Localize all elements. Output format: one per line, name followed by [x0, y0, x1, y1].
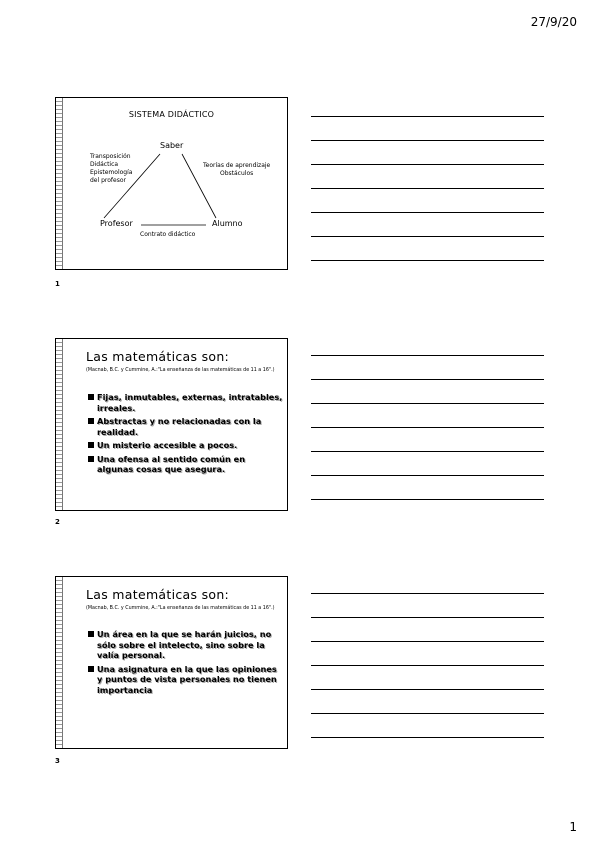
slide-3	[55, 576, 288, 749]
node-profesor: Profesor	[100, 219, 133, 228]
node-saber: Saber	[160, 141, 184, 150]
bullet-square-icon	[88, 442, 94, 448]
slide-number: 3	[55, 757, 60, 765]
slide-decoration-strip	[56, 339, 63, 510]
bottom-note: Contrato didáctico	[140, 231, 196, 238]
bullet-square-icon	[88, 631, 94, 637]
slide-title: SISTEMA DIDÁCTICO	[128, 110, 215, 119]
bullet-list	[88, 629, 283, 698]
page-number: 1	[569, 820, 577, 834]
bullet-square-icon	[88, 418, 94, 424]
bullet-item: Un área en la que se harán juicios, no sólo sobre el intelecto, sino sobre la valía personal.	[88, 629, 283, 661]
bullet-list	[88, 392, 283, 478]
slide-number: 2	[55, 518, 60, 526]
slide-decoration-strip	[56, 577, 63, 748]
bullet-item: Un misterio accesible a pocos.	[88, 440, 283, 451]
slide-2	[55, 338, 288, 511]
bullet-square-icon	[88, 394, 94, 400]
slide-citation: (Macnab, B.C. y Cummine, A.:"La enseñanza de las matemáticas de 11 a 16".)	[86, 606, 275, 611]
bullet-item: Fijas, inmutables, externas, intratables, irreales.	[88, 392, 283, 413]
left-note: Transposición Didáctica Epistemología del profesor	[90, 153, 133, 184]
slide-title: Las matemáticas son:	[86, 587, 230, 602]
slide-title: Las matemáticas son:	[86, 349, 230, 364]
date-header: 27/9/20	[530, 15, 577, 29]
bullet-square-icon	[88, 666, 94, 672]
slide-1	[55, 97, 288, 270]
slide-citation: (Macnab, B.C. y Cummine, A.:"La enseñanza de las matemáticas de 11 a 16".)	[86, 368, 275, 373]
right-note: Teorías de aprendizaje Obstáculos	[203, 162, 271, 177]
bullet-item: Una asignatura en la que las opiniones y puntos de vista personales no tienen importancia	[88, 664, 283, 696]
slide-number: 1	[55, 280, 60, 288]
bullet-item: Una ofensa al sentido común en algunas cosas que asegura.	[88, 454, 283, 475]
bullet-item: Abstractas y no relacionadas con la realidad.	[88, 416, 283, 437]
node-alumno: Alumno	[212, 219, 243, 228]
bullet-square-icon	[88, 456, 94, 462]
